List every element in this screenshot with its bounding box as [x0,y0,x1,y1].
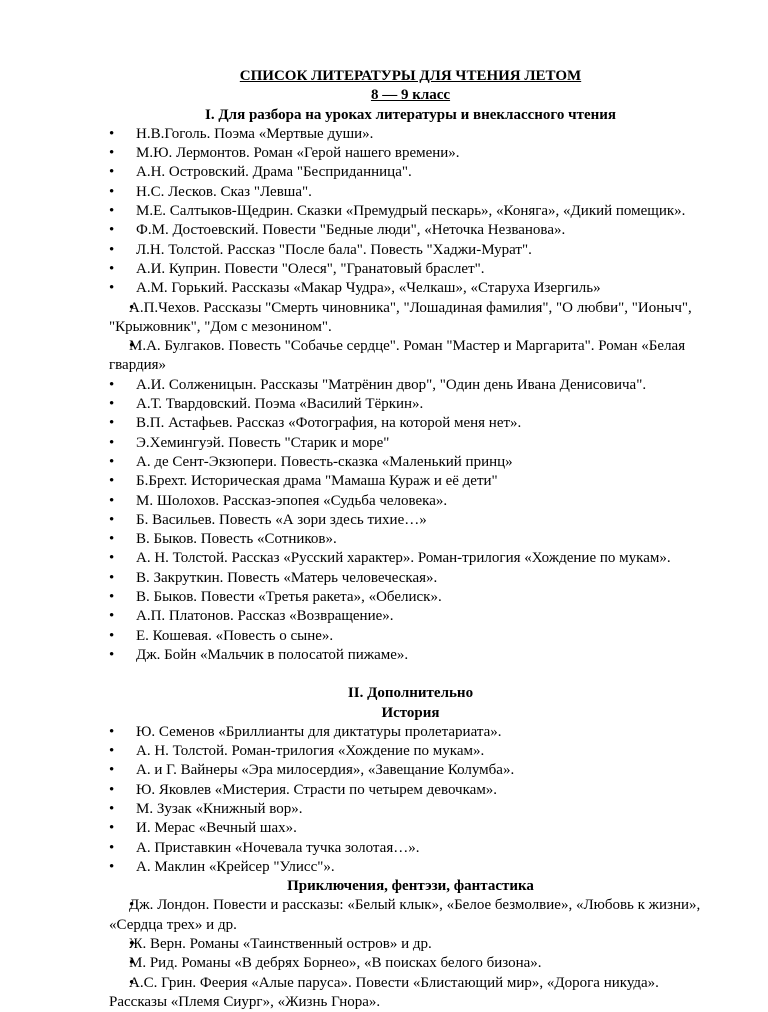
list-item: • А.И. Куприн. Повести "Олеся", "Гранатовый браслет". [109,260,712,279]
list-item: • А. Приставкин «Ночевала тучка золотая…». [109,839,712,858]
list-item: • В.П. Астафьев. Рассказ «Фотография, на которой меня нет». [109,414,712,433]
list-item: • Дж. Лондон. Повести и рассказы: «Белый клык», «Белое безмолвие», «Любовь к жизни», «Сердца трех» и др. [109,896,712,935]
list-item: • Б.Брехт. Историческая драма "Мамаша Кураж и её дети" [109,472,712,491]
list-item: • В. Быков. Повесть «Сотников». [109,530,712,549]
section2-heading: II. Дополнительно [347,685,474,702]
list-item: • А.И. Солженицын. Рассказы "Матрёнин двор", "Один день Ивана Денисовича". [109,376,712,395]
list-item: • Н.В.Гоголь. Поэма «Мертвые души». [109,125,712,144]
section1-list [109,125,712,665]
grade-label: 8 — 9 класс [370,87,451,104]
history-heading: История [381,704,440,721]
list-item: • А.П. Платонов. Рассказ «Возвращение». [109,607,712,626]
list-item: • А.Н. Островский. Драма "Бесприданница". [109,163,712,182]
list-item: • А. Маклин «Крейсер "Улисс"». [109,858,712,877]
list-item: • Дж. Бойн «Мальчик в полосатой пижаме». [109,646,712,665]
section1-heading: I. Для разбора на уроках литературы и внеклассного чтения [205,106,616,123]
list-item: • А.Т. Твардовский. Поэма «Василий Тёркин». [109,395,712,414]
list-item: • В. Быков. Повести «Третья ракета», «Обелиск». [109,588,712,607]
list-item: • А.П.Чехов. Рассказы "Смерть чиновника", "Лошадиная фамилия", "О любви", "Ионыч", "Крыжовник", "Дом с мезонином". [109,299,712,338]
list-item: • Ю. Семенов «Бриллианты для диктатуры пролетариата». [109,723,712,742]
list-item: • М. Рид. Романы «В дебрях Борнео», «В поисках белого бизона». [109,954,712,973]
list-item: • Ж. Верн. Романы «Таинственный остров» и др. [109,935,712,954]
list-item: • М. Шолохов. Рассказ-эпопея «Судьба человека». [109,492,712,511]
list-item: • Б. Васильев. Повесть «А зори здесь тихие…» [109,511,712,530]
list-item: • И. Мерас «Вечный шах». [109,819,712,838]
list-item: • А. Н. Толстой. Роман-трилогия «Хождение по мукам». [109,742,712,761]
history-list [109,723,712,877]
list-item: • В. Закруткин. Повесть «Матерь человеческая». [109,569,712,588]
list-item: • М.А. Булгаков. Повесть "Собачье сердце". Роман "Мастер и Маргарита". Роман «Белая гвардия» [109,337,712,376]
spacer [109,665,712,684]
list-item: • Е. Кошевая. «Повесть о сыне». [109,627,712,646]
list-item: • М.Ю. Лермонтов. Роман «Герой нашего времени». [109,144,712,163]
list-item: • Ю. Яковлев «Мистерия. Страсти по четырем девочкам». [109,781,712,800]
adventure-list [109,896,712,1012]
adventure-heading: Приключения, фентэзи, фантастика [287,878,534,895]
list-item: • А. Н. Толстой. Рассказ «Русский характер». Роман-трилогия «Хождение по мукам». [109,549,712,568]
list-item: • Э.Хемингуэй. Повесть "Старик и море" [109,434,712,453]
list-item: • А. де Сент-Экзюпери. Повесть-сказка «Маленький принц» [109,453,712,472]
list-item: • М. Зузак «Книжный вор». [109,800,712,819]
list-item: • А. и Г. Вайнеры «Эра милосердия», «Завещание Колумба». [109,761,712,780]
list-item: • А.С. Грин. Феерия «Алые паруса». Повести «Блистающий мир», «Дорога никуда». Рассказы «Племя Сиург», «Жизнь Гнора». [109,974,712,1012]
list-item: • Л.Н. Толстой. Рассказ "После бала". Повесть "Хаджи-Мурат". [109,241,712,260]
list-item: • А.М. Горький. Рассказы «Макар Чудра», «Челкаш», «Старуха Изергиль» [109,279,712,298]
list-item: • М.Е. Салтыков-Щедрин. Сказки «Премудрый пескарь», «Коняга», «Дикий помещик». [109,202,712,221]
list-item: • Ф.М. Достоевский. Повести "Бедные люди", «Неточка Незванова». [109,221,712,240]
document-page [109,67,712,1012]
list-item: • Н.С. Лесков. Сказ "Левша". [109,183,712,202]
page-title: СПИСОК ЛИТЕРАТУРЫ ДЛЯ ЧТЕНИЯ ЛЕТОМ [239,68,582,84]
